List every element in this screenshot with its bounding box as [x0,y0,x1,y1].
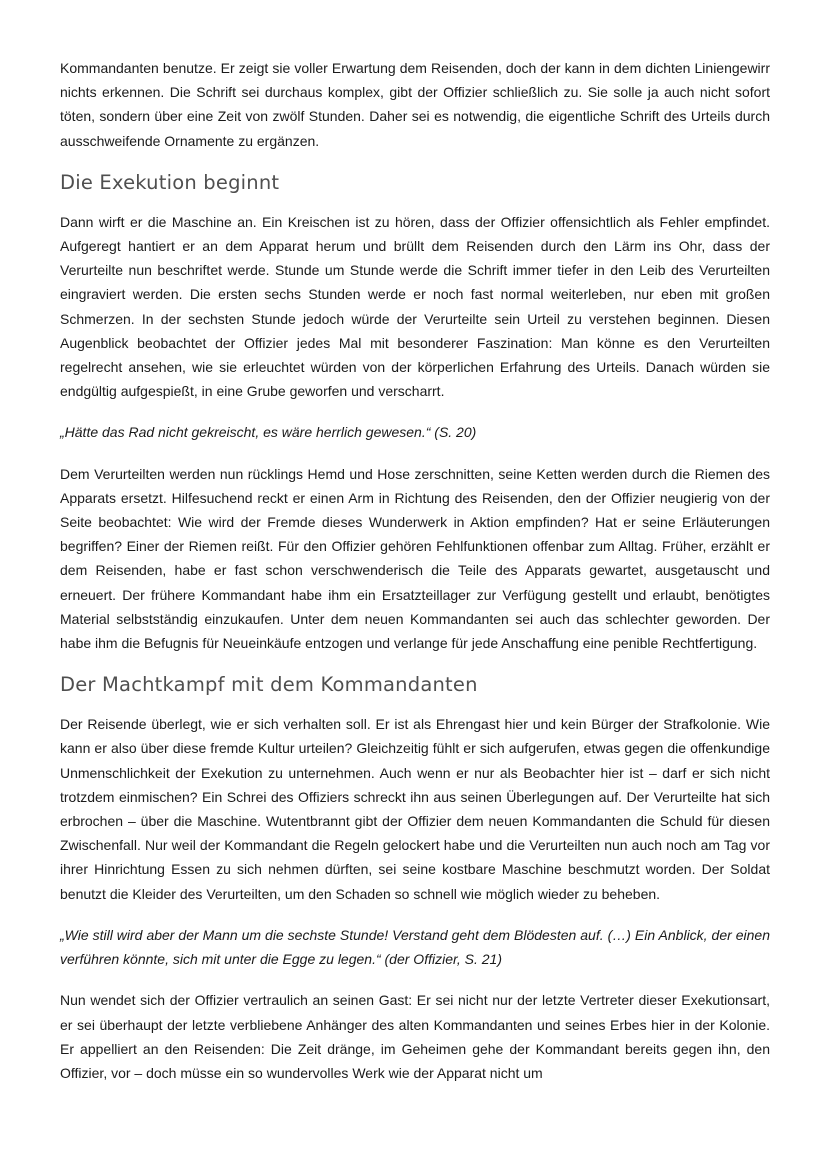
paragraph-verurteilter: Dem Verurteilten werden nun rücklings Hemd und Hose zerschnitten, seine Ketten werden durch die Riemen des Apparats ersetzt. Hilfesuchend reckt er einen Arm in Richtung des Reisenden, den der Offizier neugierig von der Seite beobachtet: Wie wird der Fremde dieses Wunderwerk in Aktion empfinden? Hat er seine Erläuterungen begriffen? Einer der Riemen reißt. Für den Offizier gehören Fehlfunktionen offenbar zum Alltag. Früher, erzählt er dem Reisenden, habe er fast schon verschwenderisch die Teile des Apparats gewartet, ausgetauscht und erneuert. Der frühere Kommandant habe ihm ein Ersatzteillager zur Verfügung gestellt und erlaubt, benötigtes Material selbstständig einzukaufen. Unter dem neuen Kommandanten sei auch das schlechter geworden. Der habe ihm die Befugnis für Neueinkäufe entzogen und verlange für jede Anschaffung eine penible Rechtfertigung. [60,465,770,652]
section-heading-machtkampf: Der Machtkampf mit dem Kommandanten [60,673,478,697]
quote-rad: „Hätte das Rad nicht gekreischt, es wäre herrlich gewesen.“ (S. 20) [60,424,477,441]
paragraph-exekution: Dann wirft er die Maschine an. Ein Kreischen ist zu hören, dass der Offizier offensichtlich als Fehler empfindet. Aufgeregt hantiert er an dem Apparat herum und brüllt dem Reisenden durch den Lärm ins Ohr, dass der Verurteilte nun beschriftet werde. Stunde um Stunde werde die Schrift immer tiefer in den Leib des Verurteilten eingraviert werden. Die ersten sechs Stunden werde er noch fast normal weiterleben, nur eben mit großen Schmerzen. In der sechsten Stunde jedoch würde der Verurteilte sein Urteil zu verstehen beginnen. Diesen Augenblick beobachtet der Offizier jedes Mal mit besonderer Faszination: Man könne es den Verurteilten regelrecht ansehen, wie sie erleuchtet würden von der körperlichen Erfahrung des Urteils. Danach würden sie endgültig aufgespießt, in eine Grube geworfen und verscharrt. [60,213,770,400]
section-heading-exekution: Die Exekution beginnt [60,170,280,194]
quote-sechste-stunde: „Wie still wird aber der Mann um die sechste Stunde! Verstand geht dem Blödesten auf. (…) Ein Anblick, der einen verführen könnte, sich mit unter die Egge zu legen.“ (der Offizier, S. 21) [60,926,770,968]
paragraph-intro: Kommandanten benutze. Er zeigt sie voller Erwartung dem Reisenden, doch der kann in dem dichten Liniengewirr nichts erkennen. Die Schrift sei durchaus komplex, gibt der Offizier schließlich zu. Sie solle ja auch nicht sofort töten, sondern über eine Zeit von zwölf Stunden. Daher sei es notwendig, die eigentliche Schrift des Urteils durch ausschweifende Ornamente zu ergänzen. [60,60,770,149]
paragraph-reisende: Der Reisende überlegt, wie er sich verhalten soll. Er ist als Ehrengast hier und kein Bürger der Strafkolonie. Wie kann er also über diese fremde Kultur urteilen? Gleichzeitig fühlt er sich aufgerufen, etwas gegen die offenkundige Unmenschlichkeit der Exekution zu unternehmen. Auch wenn er nur als Beobachter hier ist – darf er sich nicht trotzdem einmischen? Ein Schrei des Offiziers schreckt ihn aus seinen Überlegungen auf. Der Verurteilte hat sich erbrochen – über die Maschine. Wutentbrannt gibt der Offizier dem neuen Kommandanten die Schuld für diesen Zwischenfall. Nur weil der Kommandant die Regeln gelockert habe und die Verurteilten nun auch noch am Tag vor ihrer Hinrichtung Essen zu sich nehmen dürften, sei seine kostbare Maschine beschmutzt worden. Der Soldat benutzt die Kleider des Verurteilten, um den Schaden so schnell wie möglich wieder zu beheben. [60,716,770,902]
paragraph-offizier-gast: Nun wendet sich der Offizier vertraulich an seinen Gast: Er sei nicht nur der letzte Vertreter dieser Exekutionsart, er sei überhaupt der letzte verbliebene Anhänger des alten Kommandanten und seines Erbes hier in der Kolonie. Er appelliert an den Reisenden: Die Zeit dränge, im Geheimen gehe der Kommandant bereits gegen ihn, den Offizier, vor – doch müsse ein so wundervolles Werk wie der Apparat nicht um [60,992,770,1081]
document-page [60,56,770,1102]
